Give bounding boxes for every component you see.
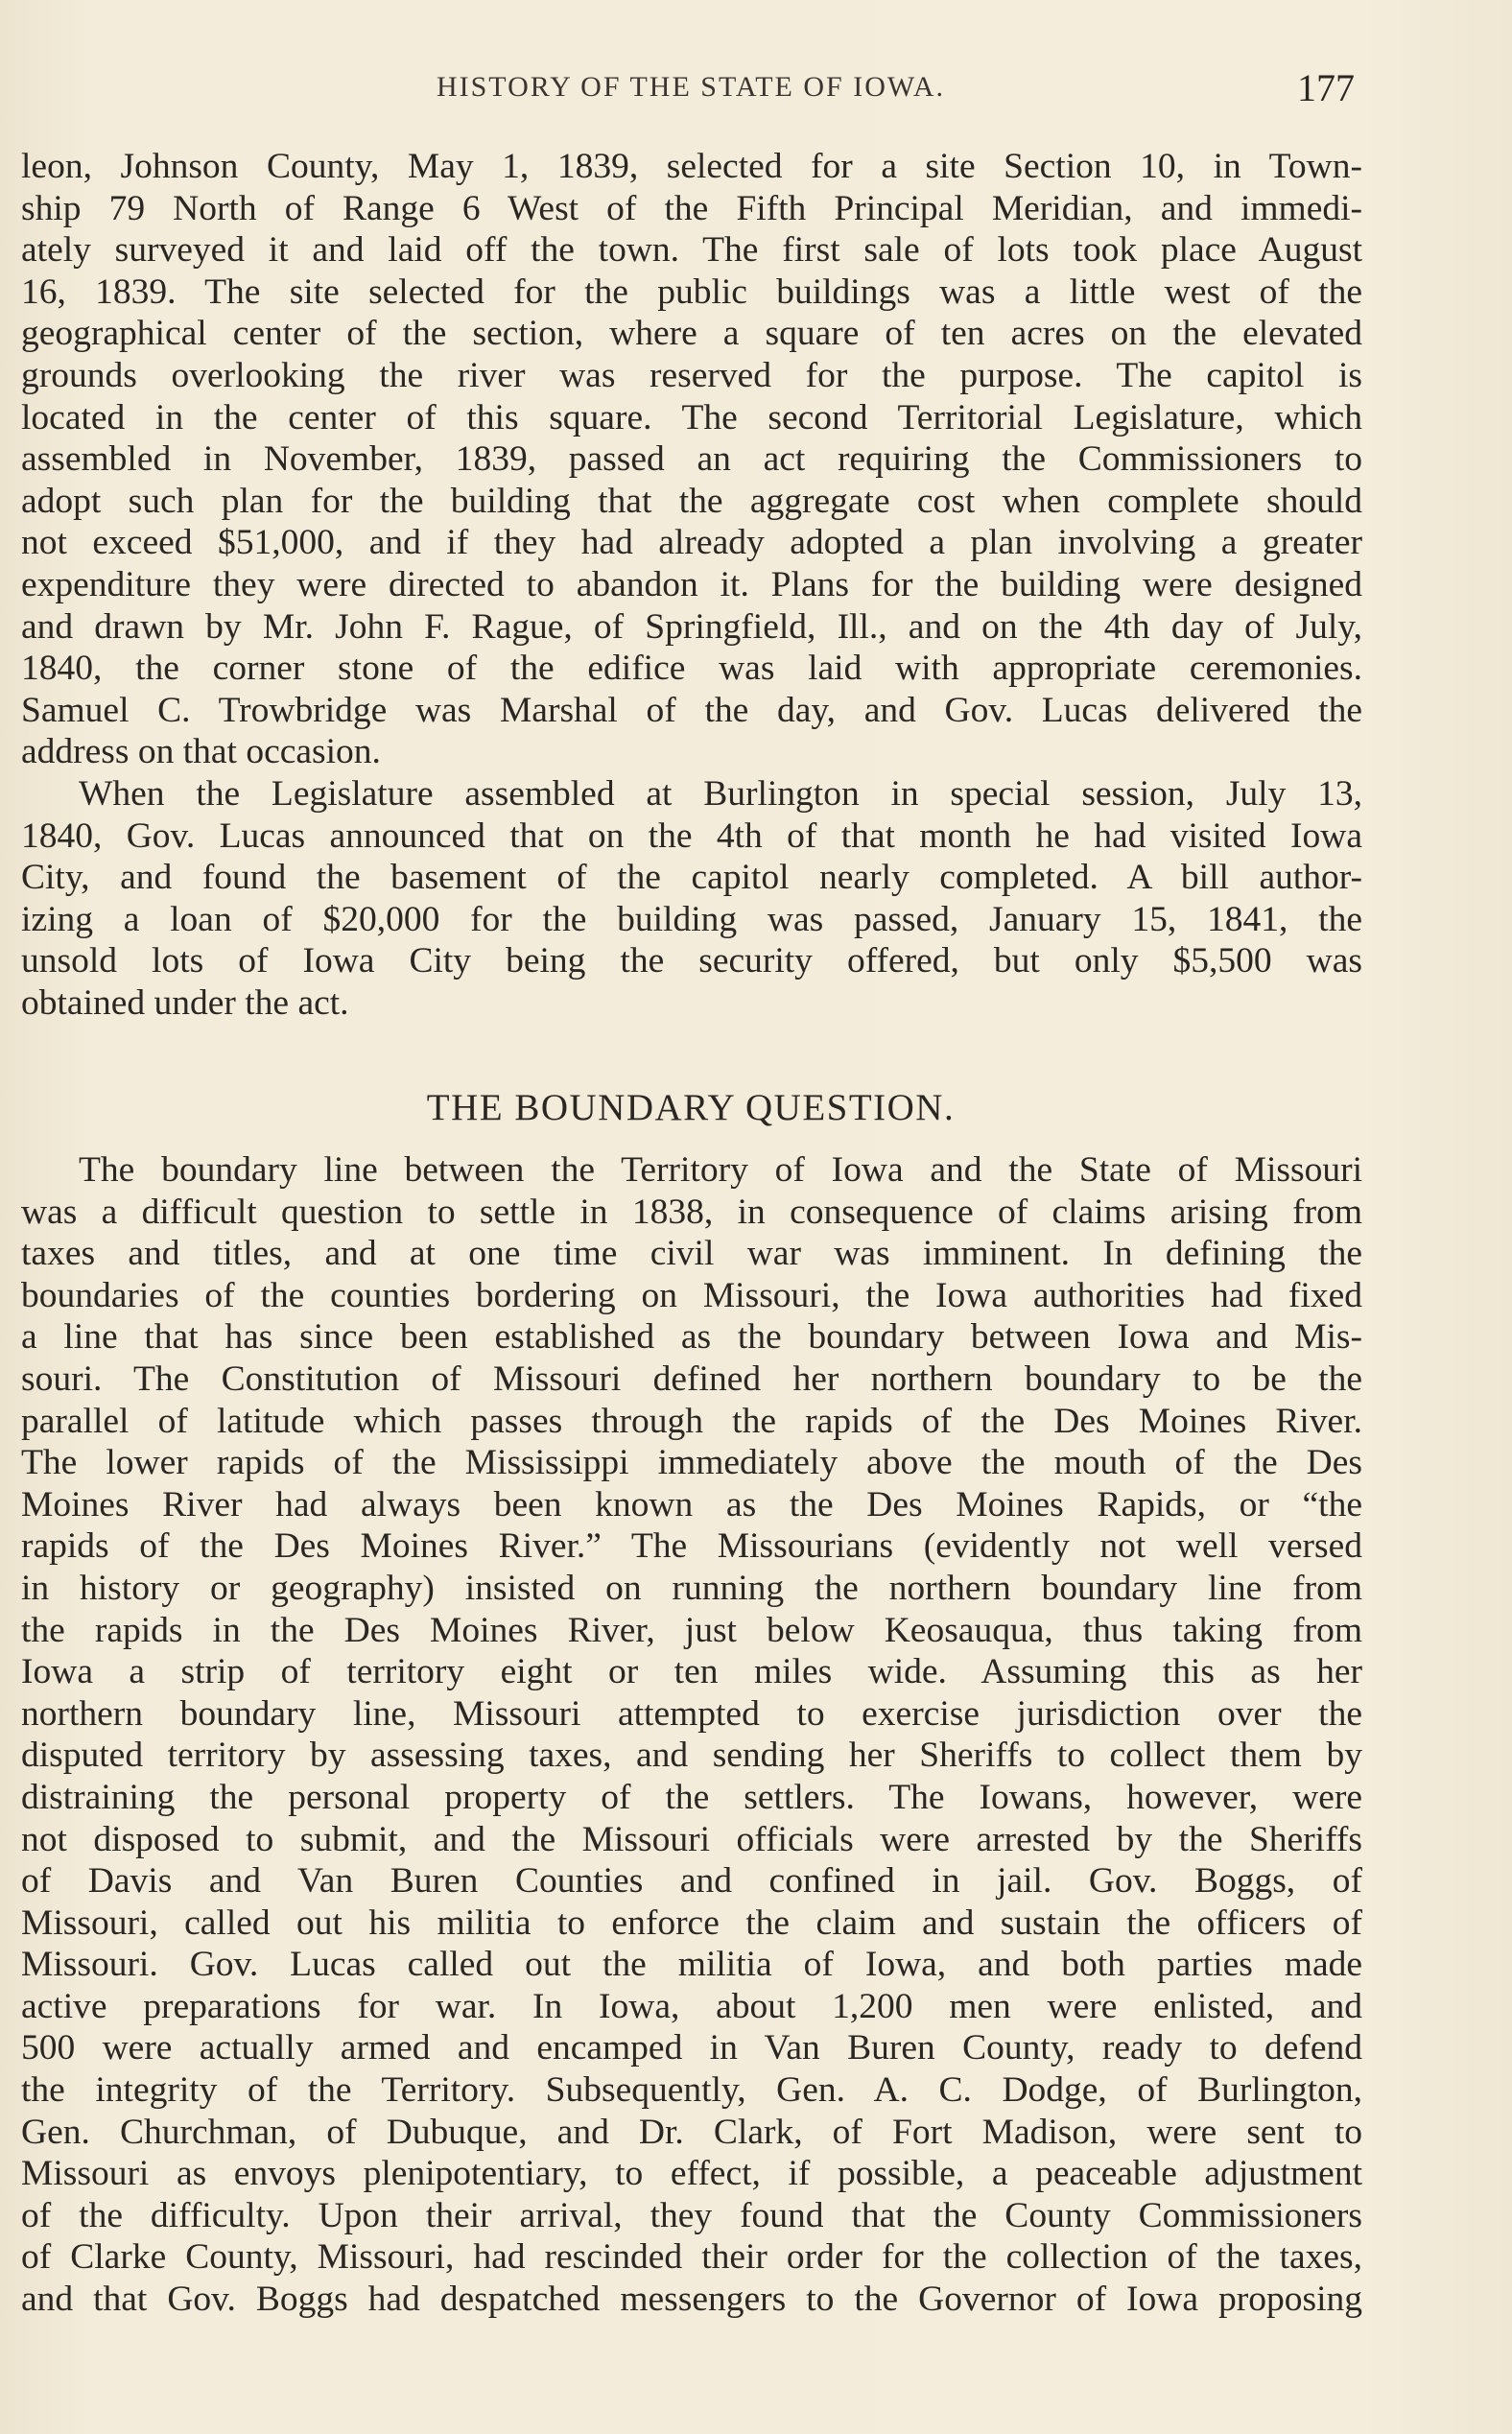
text-line: adopt such plan for the building that the aggregate cost when complete should: [21, 481, 1362, 521]
paragraph-text: [21, 773, 1362, 1025]
text-line: disputed territory by assessing taxes, and sending her Sheriffs to collect them by: [21, 1736, 1362, 1776]
text-line: of Clarke County, Missouri, had rescinded their order for the collection of the taxes,: [21, 2237, 1362, 2278]
text-line: Gen. Churchman, of Dubuque, and Dr. Clark, of Fort Madison, were sent to: [21, 2112, 1362, 2152]
text-line: rapids of the Des Moines River.” The Missourians (evidently not well versed: [21, 1526, 1362, 1567]
text-line: a line that has since been established as the boundary between Iowa and Mis-: [21, 1317, 1362, 1358]
text-line: The lower rapids of the Mississippi immediately above the mouth of the Des: [21, 1443, 1362, 1483]
section-heading: THE BOUNDARY QUESTION.: [426, 1087, 956, 1128]
text-line: 16, 1839. The site selected for the public buildings was a little west of the: [21, 272, 1362, 312]
text-line: 1840, Gov. Lucas announced that on the 4th of that month he had visited Iowa: [21, 815, 1362, 856]
text-line: ately surveyed it and laid off the town. The first sale of lots took place August: [21, 230, 1362, 271]
text-line: the rapids in the Des Moines River, just below Keosauqua, thus taking from: [21, 1610, 1362, 1650]
text-line: City, and found the basement of the capitol nearly completed. A bill author-: [21, 858, 1362, 898]
text-line: active preparations for war. In Iowa, about 1,200 men were enlisted, and: [21, 1986, 1362, 2026]
text-line: Samuel C. Trowbridge was Marshal of the day, and Gov. Lucas delivered the: [21, 690, 1362, 730]
text-line: grounds overlooking the river was reserved for the purpose. The capitol is: [21, 355, 1362, 395]
text-line: the integrity of the Territory. Subsequently, Gen. A. C. Dodge, of Burlington,: [21, 2070, 1362, 2111]
text-line: Missouri, called out his militia to enforce the claim and sustain the officers of: [21, 1902, 1362, 1943]
text-line: 500 were actually armed and encamped in Van Buren County, ready to defend: [21, 2028, 1362, 2068]
text-line: northern boundary line, Missouri attempted to exercise jurisdiction over the: [21, 1693, 1362, 1734]
text-line: expenditure they were directed to abandon it. Plans for the building were designed: [21, 564, 1362, 604]
page-number: 177: [1297, 66, 1355, 109]
paragraph-capitol-site: [21, 146, 1362, 773]
text-line: obtained under the act.: [21, 982, 349, 1023]
text-line: distraining the personal property of the settlers. The Iowans, however, were: [21, 1777, 1362, 1817]
text-line: souri. The Constitution of Missouri defined her northern boundary to be the: [21, 1359, 1362, 1399]
text-line: leon, Johnson County, May 1, 1839, selected for a site Section 10, in Town-: [21, 147, 1362, 186]
text-line: When the Legislature assembled at Burlington in special session, July 13,: [79, 774, 1362, 814]
paragraph-text: [21, 146, 1362, 773]
text-line: parallel of latitude which passes through the rapids of the Des Moines River.: [21, 1401, 1362, 1441]
text-line: ship 79 North of Range 6 West of the Fifth Principal Meridian, and immedi-: [21, 188, 1362, 228]
text-line: Missouri as envoys plenipotentiary, to effect, if possible, a peaceable adjustment: [21, 2154, 1362, 2194]
text-line: located in the center of this square. The second Territorial Legislature, which: [21, 397, 1362, 437]
text-line: not disposed to submit, and the Missouri officials were arrested by the Sheriffs: [21, 1819, 1362, 1859]
text-line: assembled in November, 1839, passed an act requiring the Commissioners to: [21, 439, 1362, 480]
text-line: address on that occasion.: [21, 732, 381, 772]
text-line: was a difficult question to settle in 1838, in consequence of claims arising from: [21, 1192, 1362, 1232]
text-line: taxes and titles, and at one time civil war was imminent. In defining the: [21, 1234, 1362, 1274]
text-line: unsold lots of Iowa City being the security offered, but only $5,500 was: [21, 941, 1362, 981]
text-line: boundaries of the counties bordering on Missouri, the Iowa authorities had fixed: [21, 1275, 1362, 1315]
text-line: not exceed $51,000, and if they had already adopted a plan involving a greater: [21, 523, 1362, 563]
paragraph-text: [21, 1149, 1362, 2321]
text-line: Iowa a strip of territory eight or ten miles wide. Assuming this as her: [21, 1652, 1362, 1692]
text-line: and that Gov. Boggs had despatched messengers to the Governor of Iowa proposing: [21, 2280, 1362, 2320]
text-line: of the difficulty. Upon their arrival, they found that the County Commissioners: [21, 2195, 1362, 2235]
text-line: The boundary line between the Territory of Iowa and the State of Missouri: [79, 1150, 1362, 1190]
text-line: geographical center of the section, where a square of ten acres on the elevated: [21, 314, 1362, 354]
running-title: HISTORY OF THE STATE OF IOWA.: [436, 71, 946, 103]
text-line: Moines River had always been known as the Des Moines Rapids, or “the: [21, 1484, 1362, 1524]
text-line: in history or geography) insisted on running the northern boundary line from: [21, 1568, 1362, 1608]
paragraph-boundary-question: [21, 1149, 1362, 2321]
text-line: of Davis and Van Buren Counties and confined in jail. Gov. Boggs, of: [21, 1861, 1362, 1902]
text-line: 1840, the corner stone of the edifice was laid with appropriate ceremonies.: [21, 649, 1362, 689]
text-line: and drawn by Mr. John F. Rague, of Springfield, Ill., and on the 4th day of July,: [21, 606, 1362, 647]
paragraph-special-session: [21, 773, 1362, 1025]
text-line: Missouri. Gov. Lucas called out the militia of Iowa, and both parties made: [21, 1945, 1362, 1985]
running-head: [0, 65, 1512, 113]
text-line: izing a loan of $20,000 for the building was passed, January 15, 1841, the: [21, 899, 1362, 939]
